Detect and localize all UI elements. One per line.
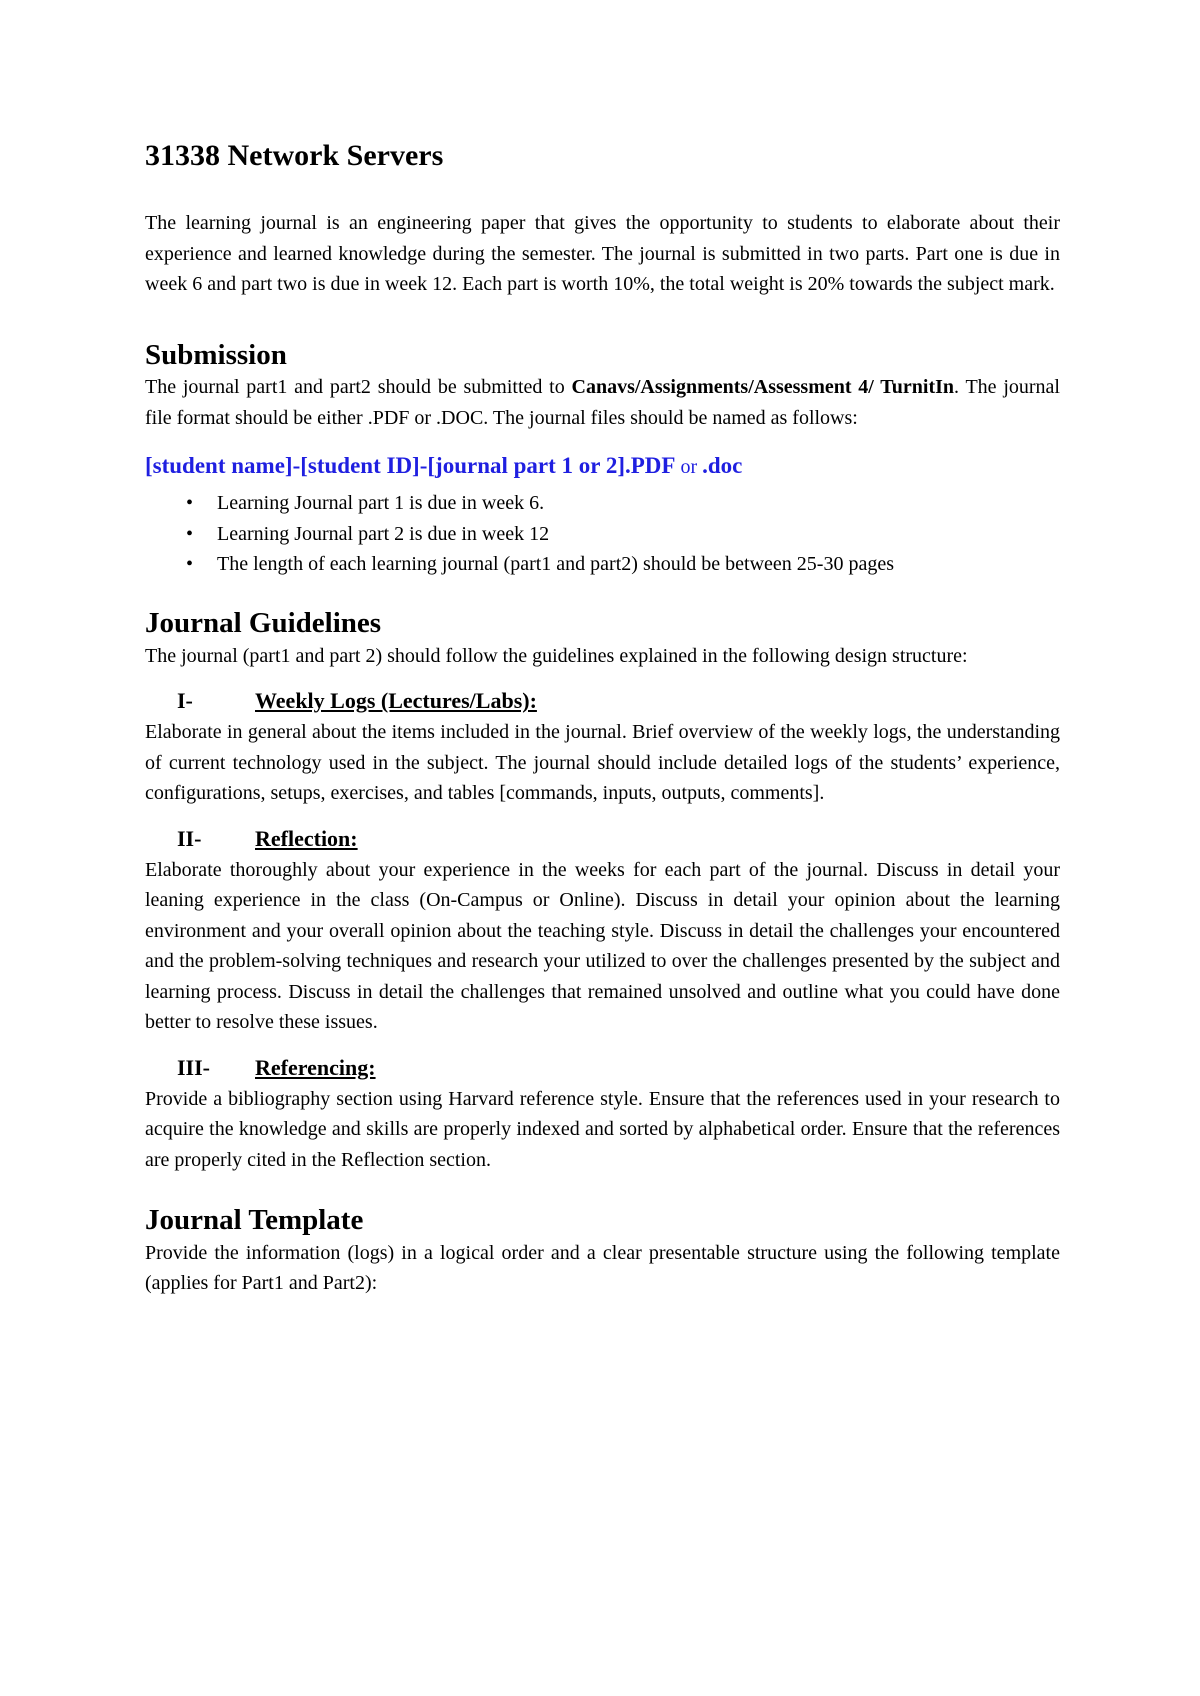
list-item — [145, 519, 1060, 550]
guidelines-heading: Journal Guidelines — [145, 606, 382, 639]
list-item — [145, 488, 1060, 519]
section-heading-reflection — [145, 823, 1060, 855]
section-heading-referencing — [145, 1052, 1060, 1084]
filename-alt: .doc — [702, 453, 743, 479]
section-label: Weekly Logs (Lectures/Labs): — [255, 688, 537, 714]
section-number: II- — [177, 825, 202, 851]
section-text-reflection: Elaborate thoroughly about your experience in the weeks for each part of the journal. Discuss in detail your leaning experience in the class (On-Campus or Online). Discuss in detail your opinion about the learning environment and your overall opinion about the teaching style. Discuss in detail the challenges your encountered and the problem-solving techniques and research your utilized to over the challenges presented by the subject and learning process. Discuss in detail the challenges that remained unsolved and outline what you could have done better to resolve these issues. — [145, 858, 1060, 1034]
bullet-text: Learning Journal part 1 is due in week 6. — [217, 492, 545, 515]
filename-or: or — [675, 456, 703, 479]
submission-heading: Submission — [145, 338, 287, 371]
section-heading-weekly-logs — [145, 685, 1060, 717]
template-heading: Journal Template — [145, 1204, 364, 1237]
filename-format — [145, 449, 1060, 484]
document-page — [145, 138, 1060, 1299]
list-item — [145, 549, 1060, 580]
section-text-referencing: Provide a bibliography section using Harvard reference style. Ensure that the references used in your research to acquire the knowledge and skills are properly indexed and sorted by alphabetical order. Ensure that the references are properly cited in the Reflection section. — [145, 1087, 1060, 1171]
section-label: Reflection: — [255, 825, 358, 851]
section-text-weekly-logs: Elaborate in general about the items included in the journal. Brief overview of the weekly logs, the understanding of current technology used in the subject. The journal should include detailed logs of the students’ experience, configurations, setups, exercises, and tables [commands, inputs, outputs, comments]. — [145, 721, 1060, 805]
submission-location: Canavs/Assignments/Assessment 4/ TurnitIn — [571, 376, 955, 399]
bullet-icon: • — [186, 553, 194, 576]
bullet-icon: • — [186, 522, 194, 545]
page-title: 31338 Network Servers — [145, 139, 444, 172]
submission-paragraph — [145, 372, 1060, 433]
bullet-text: Learning Journal part 2 is due in week 12 — [217, 522, 550, 545]
bullet-text: The length of each learning journal (part1 and part2) should be between 25-30 pages — [217, 553, 894, 576]
section-number: III- — [177, 1054, 211, 1080]
template-paragraph: Provide the information (logs) in a logical order and a clear presentable structure using the following template (applies for Part1 and Part2): — [145, 1241, 1060, 1295]
section-number: I- — [177, 688, 193, 714]
filename-main: [student name]-[student ID]-[journal part 1 or 2].PDF — [145, 453, 676, 479]
intro-paragraph: The learning journal is an engineering paper that gives the opportunity to students to elaborate about their experience and learned knowledge during the semester. The journal is submitted in two parts. Part one is due in week 6 and part two is due in week 12. Each part is worth 10%, the total weight is 20% towards the subject mark. — [145, 212, 1060, 295]
submission-bullet-list — [145, 488, 1060, 580]
submission-text-before: The journal part1 and part2 should be submitted to — [145, 376, 572, 399]
bullet-icon: • — [186, 492, 194, 515]
guidelines-intro: The journal (part1 and part 2) should follow the guidelines explained in the following design structure: — [145, 644, 968, 667]
submission-text-after: . The journal file format should be either .PDF or .DOC. The journal files should be named as follows: — [145, 376, 1060, 429]
section-label: Referencing: — [255, 1054, 376, 1080]
